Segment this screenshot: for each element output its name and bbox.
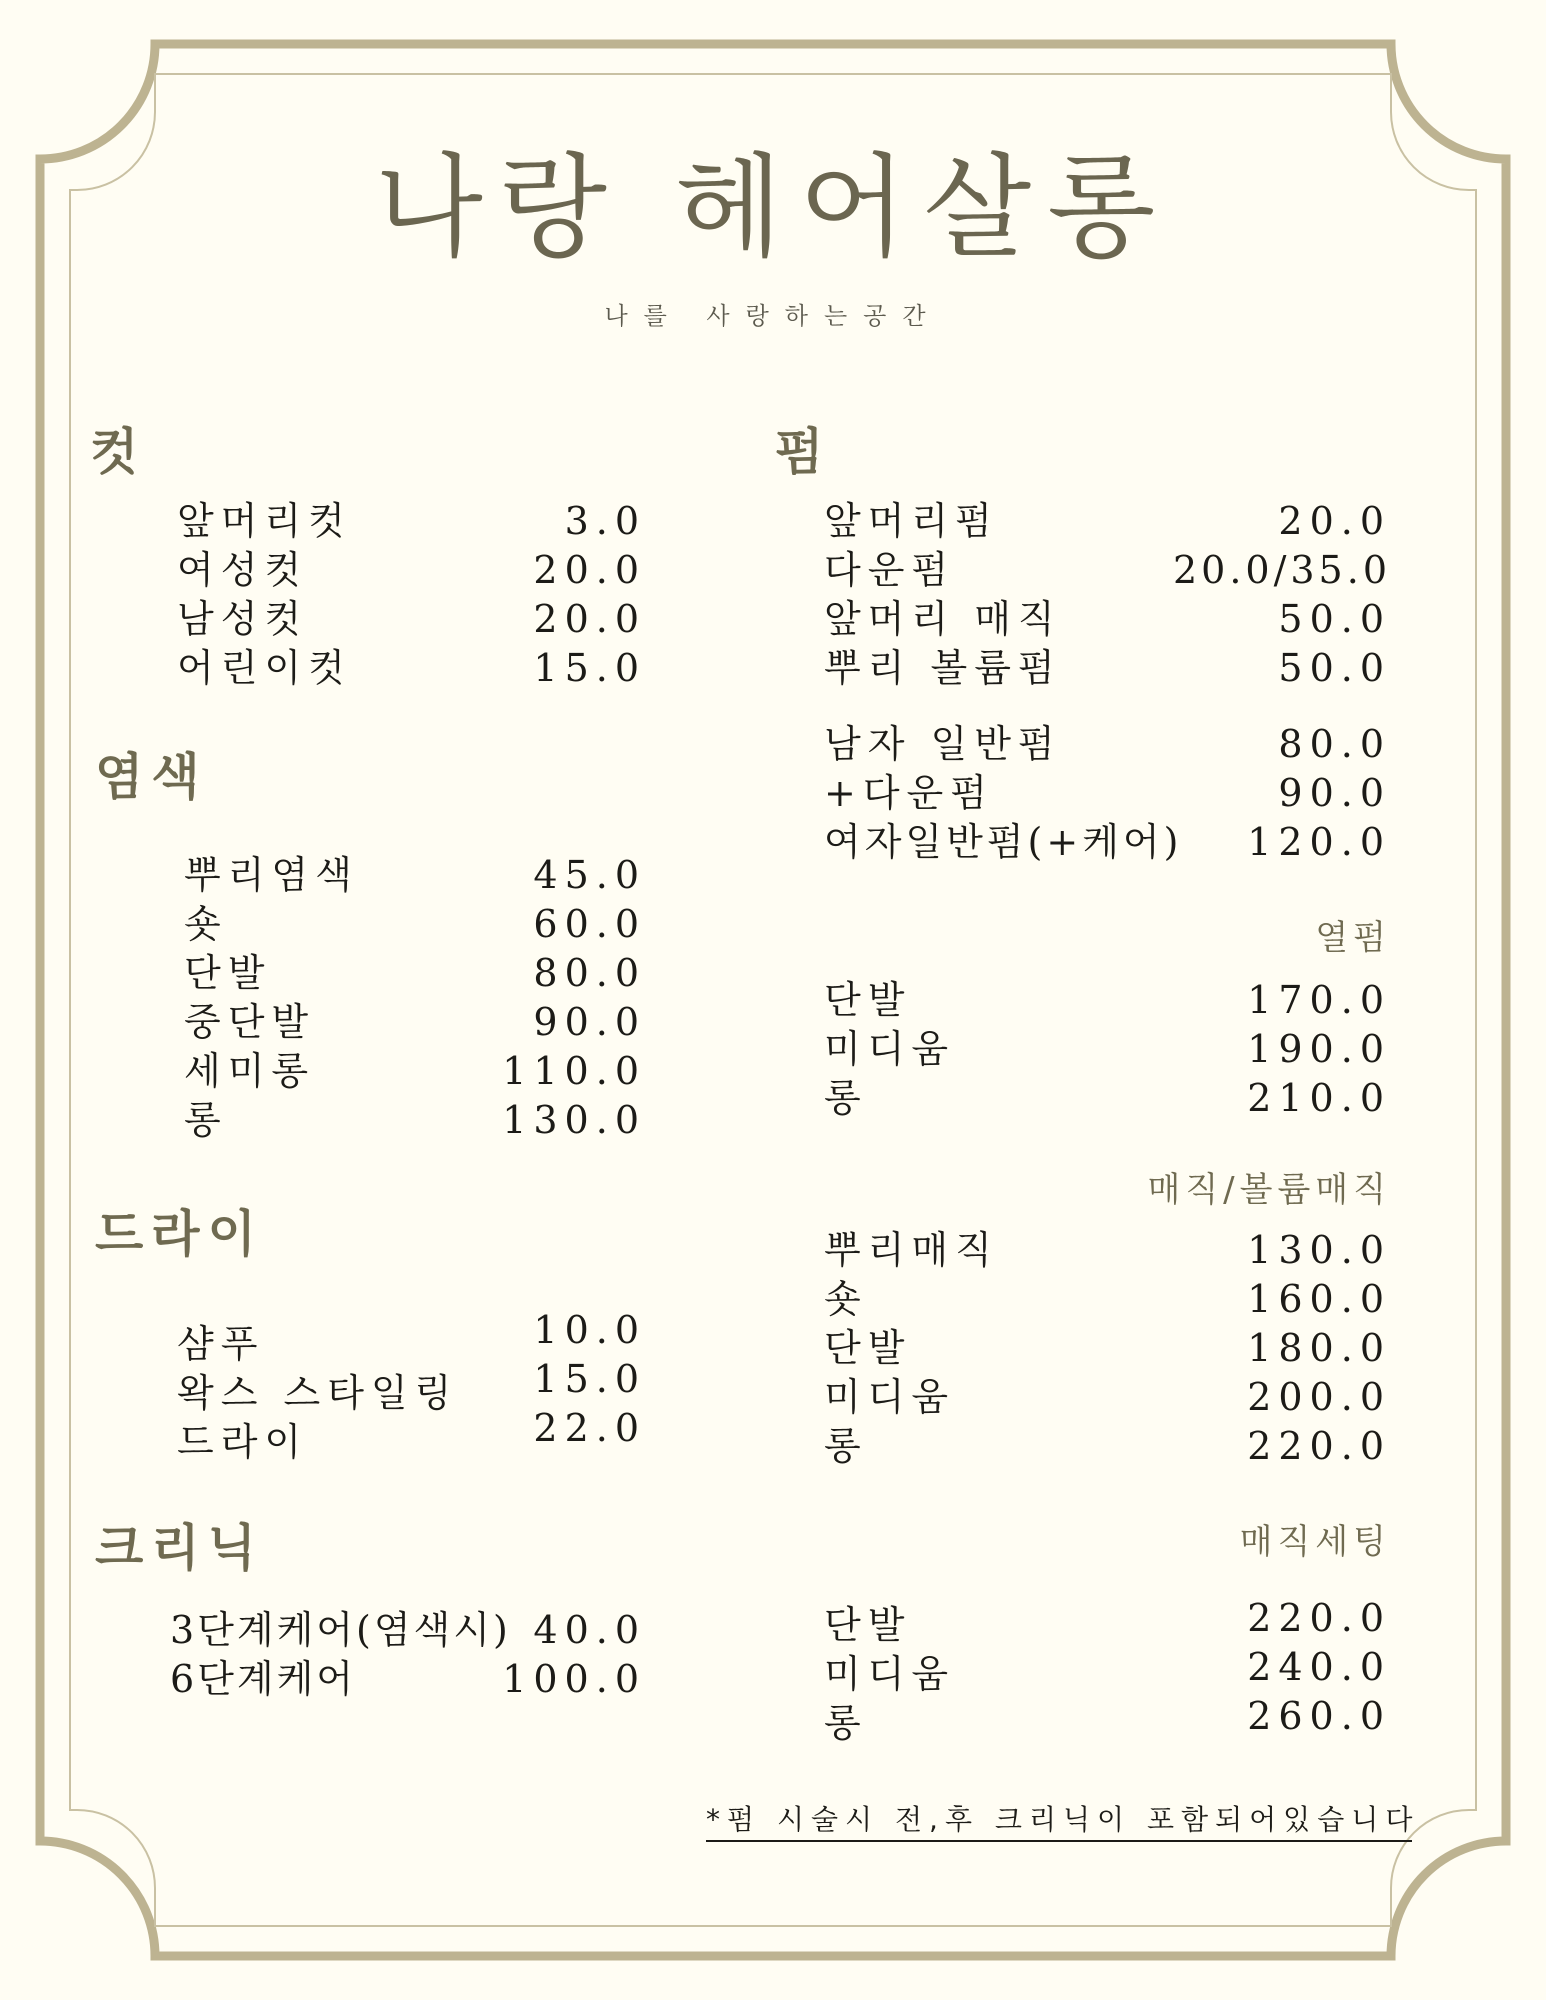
item-price: 20.0: [533, 548, 646, 592]
item-price: 20.0/35.0: [1172, 548, 1391, 592]
menu-item: [177, 545, 646, 595]
item-price: 10.0: [533, 1308, 646, 1352]
item-price: 20.0: [533, 597, 646, 641]
item-name: 세미롱: [184, 1049, 316, 1093]
tagline: 나를 사랑하는공간: [604, 302, 942, 330]
item-price: 22.0: [533, 1406, 646, 1450]
item-name: 롱: [824, 1701, 868, 1745]
item-name: 샴푸: [177, 1322, 265, 1366]
item-price: 80.0: [533, 951, 646, 995]
menu-item: [184, 997, 646, 1047]
heading-dye: 염색: [95, 748, 208, 806]
item-price: 130.0: [502, 1098, 646, 1142]
menu-item: [824, 643, 1391, 693]
menu-item: [824, 1225, 1391, 1275]
menu-item: [184, 850, 646, 900]
item-name: 단발: [184, 951, 272, 995]
item-name: 숏: [184, 902, 228, 946]
item-price: 40.0: [533, 1608, 646, 1652]
item-price: 160.0: [1247, 1277, 1391, 1321]
menu-item: [824, 1642, 1391, 1696]
item-name: 여성컷: [177, 548, 309, 592]
item-name: 남자 일반펌: [824, 722, 1062, 766]
item-price: 200.0: [1247, 1375, 1391, 1419]
menu-item: [184, 1095, 646, 1145]
menu-item: [824, 1421, 1391, 1471]
item-price: 15.0: [533, 646, 646, 690]
item-name: 단발: [824, 978, 912, 1022]
heading-clinic: 크리닉: [95, 1519, 264, 1577]
menu-item: [824, 817, 1391, 867]
menu-item: [177, 643, 646, 693]
item-name: 뿌리염색: [184, 853, 359, 897]
item-name: 6단계케어: [170, 1657, 357, 1701]
heading-dry: 드라이: [95, 1205, 264, 1263]
item-name: 단발: [824, 1603, 912, 1647]
item-name: 드라이: [177, 1420, 309, 1464]
item-price: 60.0: [533, 902, 646, 946]
item-price: 3.0: [564, 499, 646, 543]
item-price: 90.0: [1278, 771, 1391, 815]
menu-item: [177, 1406, 646, 1464]
menu-item: [177, 496, 646, 546]
footnote: *펌 시술시 전,후 크리닉이 포함되어있습니다: [706, 1800, 1412, 1842]
item-name: 미디움: [824, 1652, 956, 1696]
menu-item: [824, 496, 1391, 546]
item-name: 롱: [824, 1076, 868, 1120]
item-name: +다운펌: [824, 771, 994, 815]
item-name: 앞머리 매직: [824, 597, 1062, 641]
item-name: 앞머리컷: [177, 499, 352, 543]
item-price: 80.0: [1278, 722, 1391, 766]
item-name: 미디움: [824, 1375, 956, 1419]
item-price: 20.0: [1278, 499, 1391, 543]
menu-item: [824, 1323, 1391, 1373]
item-price: 240.0: [1247, 1645, 1391, 1689]
heading-perm: 펌: [775, 423, 832, 481]
item-price: 120.0: [1247, 820, 1391, 864]
menu-item: [824, 1691, 1391, 1745]
item-price: 15.0: [533, 1357, 646, 1401]
item-price: 170.0: [1247, 978, 1391, 1022]
menu-item: [170, 1605, 646, 1655]
menu-item: [184, 1046, 646, 1096]
item-name: 왁스 스타일링: [177, 1371, 459, 1415]
item-name: 미디움: [824, 1027, 956, 1071]
item-price: 50.0: [1278, 646, 1391, 690]
item-price: 90.0: [533, 1000, 646, 1044]
item-name: 중단발: [184, 1000, 316, 1044]
item-name: 3단계케어(염색시): [170, 1608, 511, 1652]
item-name: 숏: [824, 1277, 868, 1321]
menu-item: [170, 1654, 646, 1704]
heading-cut: 컷: [90, 423, 147, 481]
item-name: 앞머리펌: [824, 499, 999, 543]
item-price: 190.0: [1247, 1027, 1391, 1071]
menu-item: [824, 1274, 1391, 1324]
item-price: 260.0: [1247, 1694, 1391, 1738]
item-name: 단발: [824, 1326, 912, 1370]
menu-item: [824, 1372, 1391, 1422]
menu-item: [184, 948, 646, 998]
menu-item: [824, 545, 1391, 595]
item-name: 롱: [184, 1098, 228, 1142]
salon-name: 나랑 헤어살롱: [374, 143, 1172, 273]
subheading-magic-setting: 매직세팅: [1239, 1522, 1391, 1562]
menu-item: [824, 1024, 1391, 1074]
menu-item: [824, 768, 1391, 818]
item-name: 뿌리 볼륨펌: [824, 646, 1062, 690]
item-price: 110.0: [502, 1049, 646, 1093]
menu-item: [824, 719, 1391, 769]
item-name: 뿌리매직: [824, 1228, 999, 1272]
item-price: 220.0: [1247, 1596, 1391, 1640]
menu-item: [177, 594, 646, 644]
item-name: 남성컷: [177, 597, 309, 641]
menu-item: [824, 975, 1391, 1025]
item-price: 210.0: [1247, 1076, 1391, 1120]
item-name: 롱: [824, 1424, 868, 1468]
subheading-heat-perm: 열펌: [1315, 918, 1391, 958]
menu-item: [824, 1073, 1391, 1123]
item-price: 100.0: [502, 1657, 646, 1701]
item-name: 여자일반펌(+케어): [824, 820, 1183, 864]
menu-item: [824, 1593, 1391, 1647]
item-price: 50.0: [1278, 597, 1391, 641]
subheading-magic: 매직/볼륨매직: [1147, 1170, 1391, 1210]
menu-item: [184, 899, 646, 949]
item-price: 130.0: [1247, 1228, 1391, 1272]
item-name: 다운펌: [824, 548, 956, 592]
item-price: 45.0: [533, 853, 646, 897]
item-price: 180.0: [1247, 1326, 1391, 1370]
item-name: 어린이컷: [177, 646, 352, 690]
menu-item: [824, 594, 1391, 644]
item-price: 220.0: [1247, 1424, 1391, 1468]
